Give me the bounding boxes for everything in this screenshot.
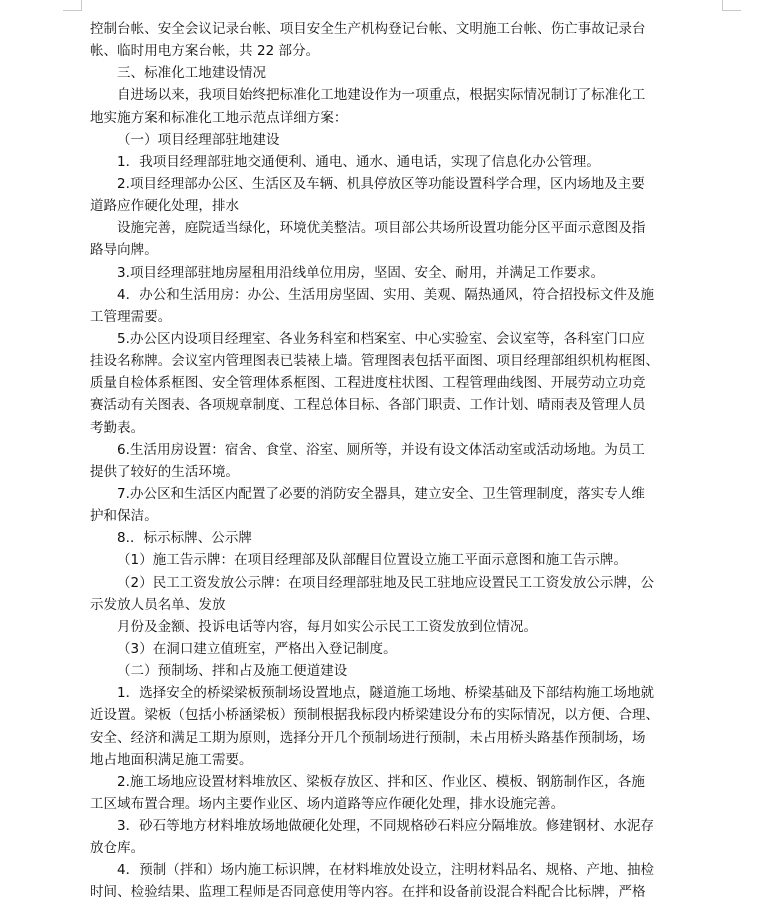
text-line: 路导向牌。 xyxy=(90,242,158,259)
page-margin-mark-top-right xyxy=(722,0,741,11)
text-line: 三、标准化工地建设情况 xyxy=(117,65,267,82)
text-line: 设施完善，庭院适当绿化，环境优美整洁。项目部公共场所设置功能分区平面示意图及指 xyxy=(117,220,646,237)
text-line: 挂设名称牌。会议室内管理图表已装裱上墙。管理图表包括平面图、项目经理部组织机构框图、 xyxy=(90,353,660,370)
text-line: 2.项目经理部办公区、生活区及车辆、机具停放区等功能设置科学合理，区内场地及主要 xyxy=(117,175,645,192)
text-line: 6.生活用房设置：宿舍、食堂、浴室、厕所等，并设有设文体活动室或活动场地。为员工 xyxy=(117,441,645,458)
text-line: 提供了较好的生活环境。 xyxy=(90,463,240,480)
text-line: 工管理需要。 xyxy=(90,308,172,325)
text-line: （一）项目经理部驻地建设 xyxy=(117,131,280,148)
text-line: 地占地面积满足施工需要。 xyxy=(90,751,253,768)
text-line: 7.办公区和生活区内配置了必要的消防安全器具，建立安全、卫生管理制度，落实专人维 xyxy=(117,485,645,502)
text-line: 2.施工场地应设置材料堆放区、梁板存放区、拌和区、作业区、模板、钢筋制作区，各施 xyxy=(117,773,645,790)
text-line: 近设置。梁板（包括小桥涵梁板）预制根据我标段内桥梁建设分布的实际情况，以方便、合理、 xyxy=(90,707,660,724)
text-line: 控制台帐、安全会议记录台帐、项目安全生产机构登记台帐、文明施工台帐、伤亡事故记录台 xyxy=(90,21,646,37)
text-line: 帐、临时用电方案台帐，共 22 部分。 xyxy=(90,43,320,60)
text-line: （3）在洞口建立值班室，严格出入登记制度。 xyxy=(117,640,397,657)
text-line: （1）施工告示牌：在项目经理部及队部醒目位置设立施工平面示意图和施工告示牌。 xyxy=(117,552,627,569)
text-line: 3．砂石等地方材料堆放场地做硬化处理，不同规格砂石料应分隔堆放。修建钢材、水泥存 xyxy=(117,818,655,835)
text-line: 安全、经济和满足工期为原则，选择分开几个预制场进行预制，未占用桥头路基作预制场，场 xyxy=(90,729,646,746)
text-line: 赛活动有关图表、各项规章制度、工程总体目标、各部门职责、工作计划、晴雨表及管理人员 xyxy=(90,397,646,414)
text-line: （二）预制场、拌和占及施工便道建设 xyxy=(117,663,348,680)
text-line: 月份及金额、投诉电话等内容，每月如实公示民工工资发放到位情况。 xyxy=(117,618,538,635)
text-line: 3.项目经理部驻地房屋租用沿线单位用房，坚固、安全、耐用，并满足工作要求。 xyxy=(117,264,605,281)
text-line: 时间、检验结果、监理工程师是否同意使用等内容。在拌和设备前设混合料配合比标牌，严格 xyxy=(90,884,646,901)
text-line: 5.办公区内设项目经理室、各业务科室和档案室、中心实验室、会议室等，各科室门口应 xyxy=(117,330,645,347)
text-line: 8.．标示标牌、公示牌 xyxy=(117,530,252,547)
text-line: 工区域布置合理。场内主要作业区、场内道路等应作硬化处理，排水设施完善。 xyxy=(90,795,565,812)
text-line: （2）民工工资发放公示牌：在项目经理部驻地及民工驻地应设置民工工资发放公示牌，公 xyxy=(117,574,655,591)
text-line: 考勤表。 xyxy=(90,419,145,436)
text-line: 护和保洁。 xyxy=(90,508,158,525)
text-line: 自进场以来，我项目始终把标准化工地建设作为一项重点，根据实际情况制订了标准化工 xyxy=(117,87,646,104)
text-line: 道路应作硬化处理，排水 xyxy=(90,198,240,215)
text-line: 示发放人员名单、发放 xyxy=(90,596,226,613)
text-line: 地实施方案和标准化工地示范点详细方案： xyxy=(90,109,348,126)
text-line: 4．预制（拌和）场内施工标识牌，在材料堆放处设立，注明材料品名、规格、产地、抽检 xyxy=(117,862,655,879)
text-line: 1．选择安全的桥梁梁板预制场设置地点，隧道施工场地、桥梁基础及下部结构施工场地就 xyxy=(117,685,655,702)
page-margin-mark-top-left xyxy=(63,0,82,11)
text-line: 放仓库。 xyxy=(90,840,145,857)
document-body xyxy=(90,18,722,904)
text-line: 1．我项目经理部驻地交通便利、通电、通水、通电话，实现了信息化办公管理。 xyxy=(117,153,600,170)
text-line: 质量自检体系框图、安全管理体系框图、工程进度柱状图、工程管理曲线图、开展劳动立功竞 xyxy=(90,375,646,392)
text-line: 4．办公和生活用房：办公、生活用房坚固、实用、美观、隔热通风，符合招投标文件及施 xyxy=(117,286,655,303)
